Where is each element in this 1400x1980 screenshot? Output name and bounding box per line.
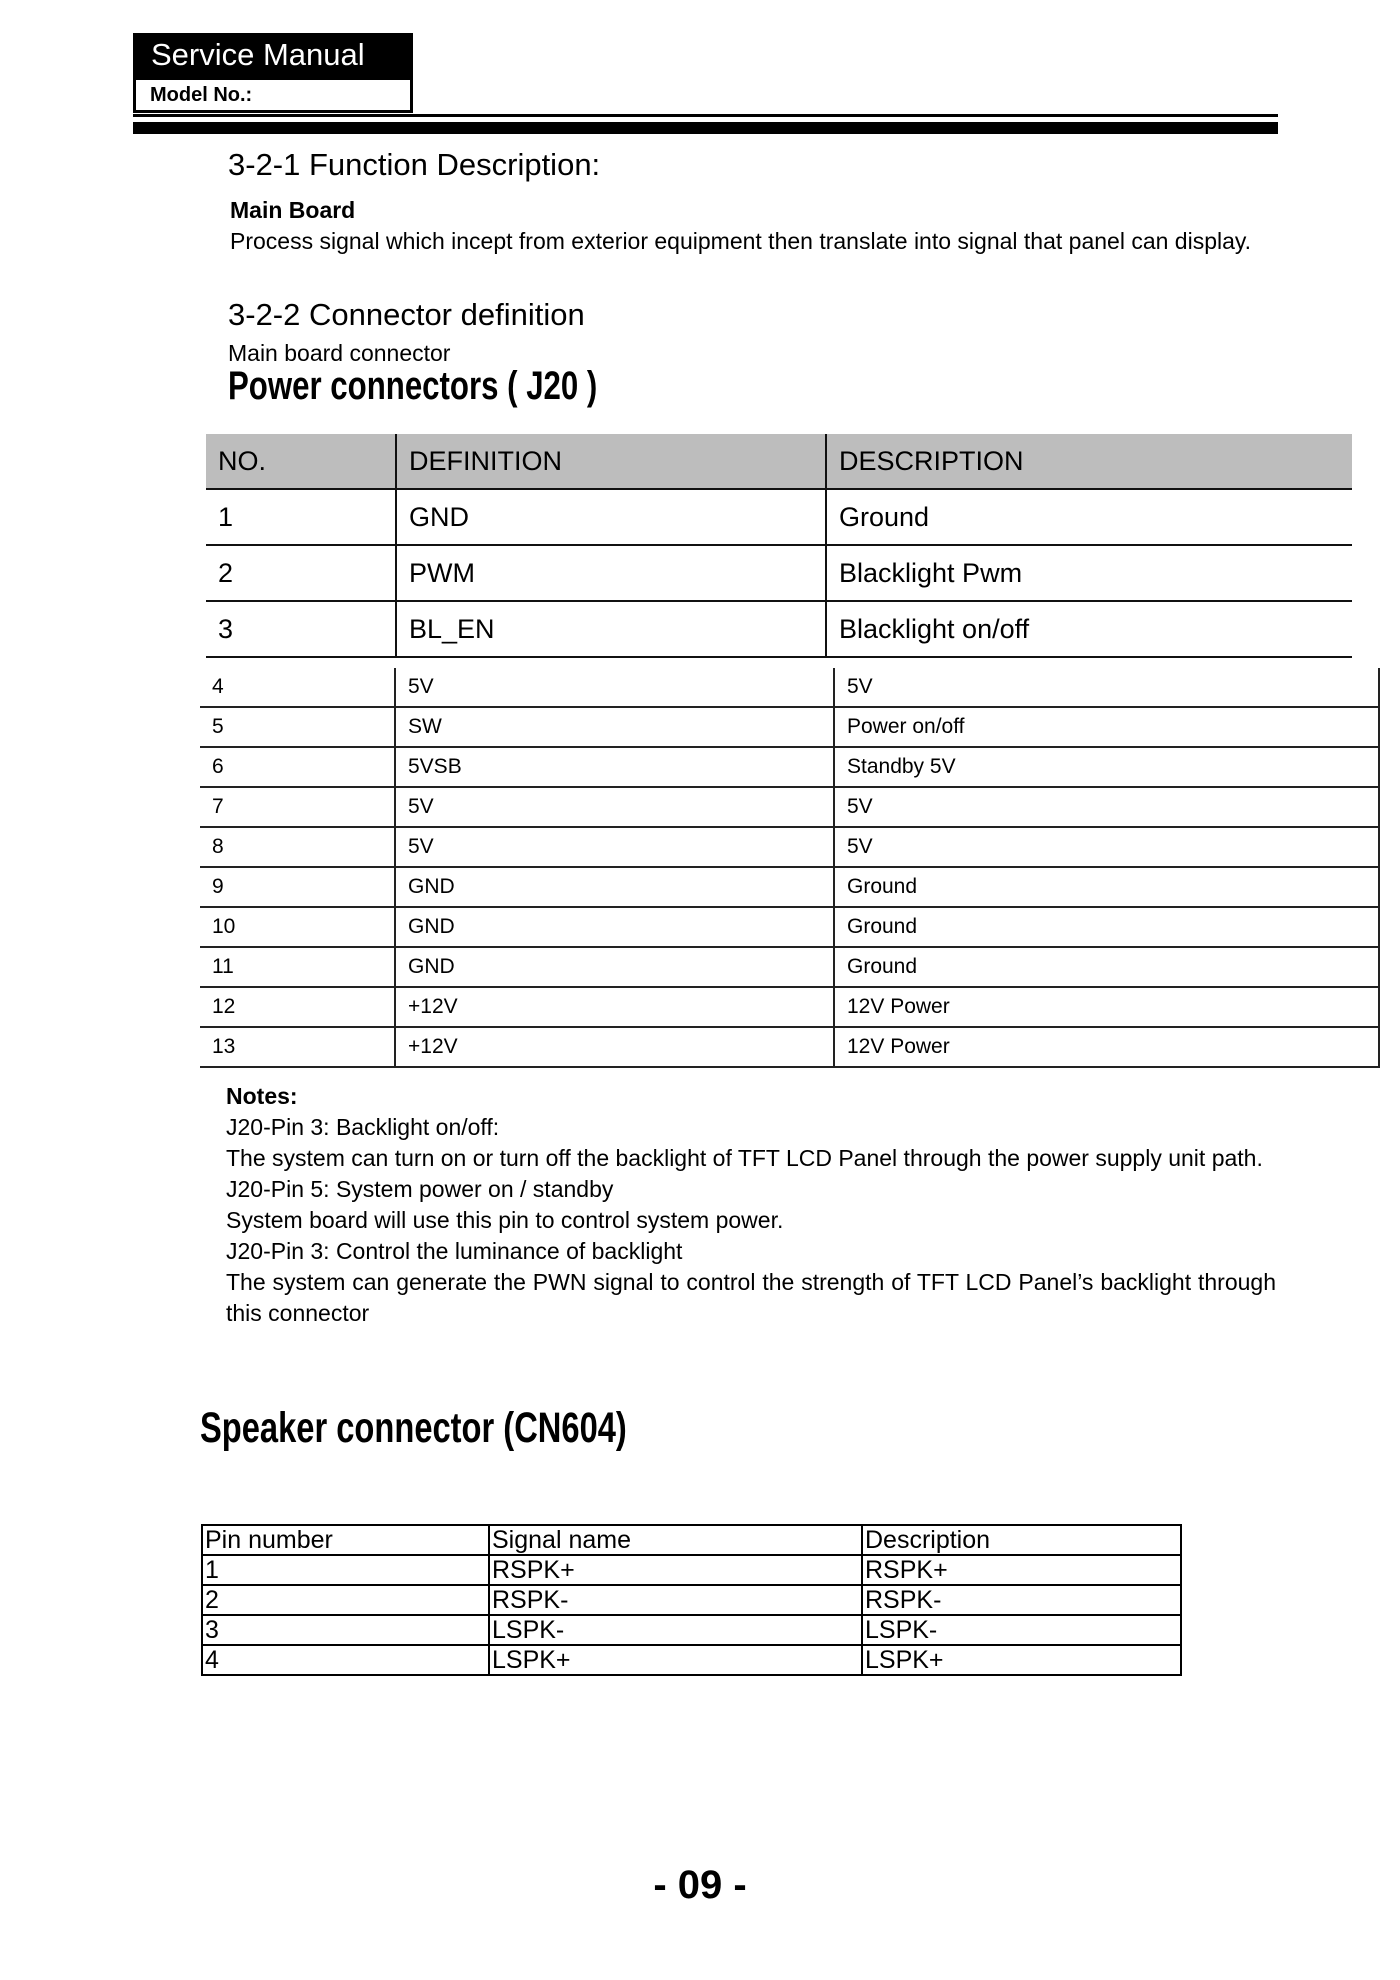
signal-name: RSPK- <box>489 1585 862 1615</box>
table-row <box>200 827 1379 867</box>
note-line: System board will use this pin to control system power. <box>226 1207 784 1233</box>
table-row <box>200 747 1379 787</box>
signal-name: LSPK- <box>489 1615 862 1645</box>
pin-definition: +12V <box>395 987 834 1027</box>
pin-no: 6 <box>200 747 395 787</box>
pin-definition: BL_EN <box>396 601 826 657</box>
pin-description: Ground <box>826 489 1352 545</box>
power-connectors-title-wrap <box>228 364 701 409</box>
signal-name: RSPK+ <box>489 1555 862 1585</box>
speaker-connector-title-wrap <box>200 1404 762 1453</box>
table-row <box>200 668 1379 707</box>
pin-no: 10 <box>200 907 395 947</box>
pin-definition: 5VSB <box>395 747 834 787</box>
pin-description: Ground <box>834 867 1379 907</box>
pin-number: 3 <box>202 1615 489 1645</box>
pin-definition: GND <box>395 947 834 987</box>
connector-definition-heading: 3-2-2 Connector definition <box>228 297 585 332</box>
pin-definition: SW <box>395 707 834 747</box>
header-rule-thin <box>133 114 1278 117</box>
header-rule-thick <box>133 122 1278 134</box>
signal-description: RSPK+ <box>862 1555 1181 1585</box>
header-signal-name: Signal name <box>489 1525 862 1555</box>
power-connectors-title: Power connectors ( J20 ) <box>228 364 598 408</box>
pin-no: 8 <box>200 827 395 867</box>
speaker-connector-table <box>201 1524 1182 1676</box>
note-line: J20-Pin 3: Backlight on/off: <box>226 1114 500 1140</box>
signal-description: LSPK+ <box>862 1645 1181 1675</box>
note-line: The system can turn on or turn off the backlight of TFT LCD Panel through the power supply unit path. <box>226 1145 1263 1171</box>
table-row <box>206 489 1352 545</box>
note-line: The system can generate the PWN signal to control the strength of TFT LCD Panel’s backlight through this connector <box>226 1269 1276 1326</box>
signal-description: LSPK- <box>862 1615 1181 1645</box>
pin-definition: GND <box>396 489 826 545</box>
pin-no: 13 <box>200 1027 395 1067</box>
table-row <box>200 707 1379 747</box>
note-line: J20-Pin 3: Control the luminance of backlight <box>226 1238 683 1264</box>
table-row <box>200 787 1379 827</box>
pin-description: 5V <box>834 668 1379 707</box>
manual-title: Service Manual <box>133 33 413 77</box>
notes-title: Notes: <box>226 1083 298 1109</box>
pin-definition: 5V <box>395 827 834 867</box>
table-row <box>200 987 1379 1027</box>
pin-description: 12V Power <box>834 1027 1379 1067</box>
pin-no: 3 <box>206 601 396 657</box>
note-line: J20-Pin 5: System power on / standby <box>226 1176 614 1202</box>
pin-description: 5V <box>834 787 1379 827</box>
header-definition: DEFINITION <box>396 434 826 489</box>
table-row <box>206 601 1352 657</box>
notes-block <box>226 1081 1276 1329</box>
main-board-description: Process signal which incept from exterior equipment then translate into signal that panel can display. <box>230 228 1252 254</box>
pin-definition: 5V <box>395 668 834 707</box>
pin-description: Standby 5V <box>834 747 1379 787</box>
signal-description: RSPK- <box>862 1585 1181 1615</box>
pin-description: 12V Power <box>834 987 1379 1027</box>
pin-description: 5V <box>834 827 1379 867</box>
pin-definition: GND <box>395 907 834 947</box>
pin-no: 11 <box>200 947 395 987</box>
header-no: NO. <box>206 434 396 489</box>
table-row <box>200 907 1379 947</box>
table-row <box>202 1585 1181 1615</box>
pin-description: Ground <box>834 907 1379 947</box>
pin-no: 4 <box>200 668 395 707</box>
signal-name: LSPK+ <box>489 1645 862 1675</box>
pin-description: Ground <box>834 947 1379 987</box>
pin-no: 5 <box>200 707 395 747</box>
pin-description: Power on/off <box>834 707 1379 747</box>
pin-description: Blacklight Pwm <box>826 545 1352 601</box>
speaker-connector-title: Speaker connector (CN604) <box>200 1404 627 1452</box>
pin-no: 7 <box>200 787 395 827</box>
table-row <box>206 545 1352 601</box>
pin-no: 1 <box>206 489 396 545</box>
pin-no: 2 <box>206 545 396 601</box>
pin-definition: GND <box>395 867 834 907</box>
pin-definition: +12V <box>395 1027 834 1067</box>
page-number: - 09 - <box>653 1863 747 1907</box>
main-board-connector-label: Main board connector <box>228 340 451 366</box>
power-connector-table-bottom <box>200 668 1380 1068</box>
pin-no: 9 <box>200 867 395 907</box>
table-row <box>200 1027 1379 1067</box>
header-description: Description <box>862 1525 1181 1555</box>
table-row <box>202 1555 1181 1585</box>
table-row <box>202 1645 1181 1675</box>
power-connector-table-top <box>206 434 1352 658</box>
table-row <box>200 947 1379 987</box>
pin-description: Blacklight on/off <box>826 601 1352 657</box>
function-description-heading: 3-2-1 Function Description: <box>228 147 601 182</box>
table-header-row <box>206 434 1352 489</box>
table-row <box>202 1615 1181 1645</box>
pin-no: 12 <box>200 987 395 1027</box>
pin-number: 1 <box>202 1555 489 1585</box>
header-description: DESCRIPTION <box>826 434 1352 489</box>
pin-definition: PWM <box>396 545 826 601</box>
model-number-label: Model No.: <box>133 77 413 113</box>
table-row <box>200 867 1379 907</box>
pin-definition: 5V <box>395 787 834 827</box>
header-pin-number: Pin number <box>202 1525 489 1555</box>
pin-number: 4 <box>202 1645 489 1675</box>
table-header-row <box>202 1525 1181 1555</box>
main-board-subheading: Main Board <box>230 197 356 223</box>
pin-number: 2 <box>202 1585 489 1615</box>
